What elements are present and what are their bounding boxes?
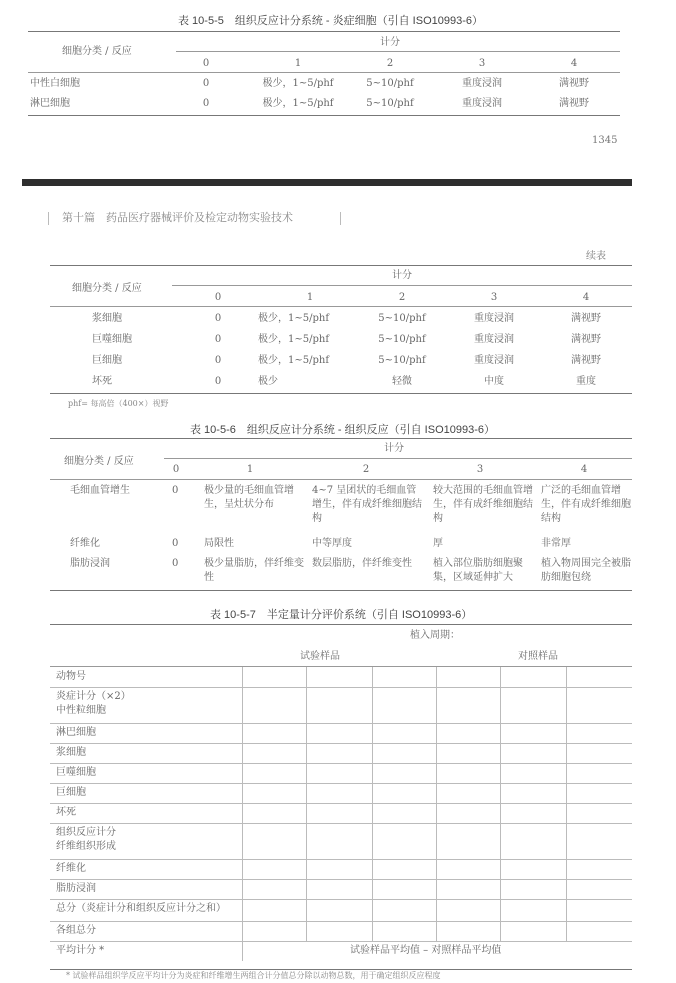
score-3: 3: [476, 464, 484, 475]
cell: 极少，1~5/phf: [262, 78, 334, 89]
cell: 重度浸润: [462, 98, 502, 109]
cell: 满视野: [559, 98, 589, 109]
rule: [50, 879, 632, 880]
table-5-caption: 表 10-5-5 组织反应计分系统 - 炎症细胞（引自 ISO10993-6）: [178, 15, 484, 27]
score-0: 0: [202, 58, 210, 69]
rule: [50, 823, 632, 824]
row-label: 淋巴细胞: [30, 98, 70, 109]
group-label: 计分: [380, 37, 400, 48]
rule: [50, 859, 632, 860]
row-label: 纤维化: [56, 863, 86, 874]
group-label: 计分: [392, 270, 412, 281]
cell: 局限性: [204, 538, 234, 549]
header-label: 细胞分类 / 反应: [64, 456, 134, 467]
score-1: 1: [306, 292, 314, 303]
score-3: 3: [478, 58, 486, 69]
table-6-caption: 表 10-5-6 组织反应计分系统 - 组织反应（引自 ISO10993-6）: [190, 424, 496, 436]
grid-column-rule: [500, 667, 501, 941]
rule: [50, 590, 632, 591]
score-4: 4: [570, 58, 578, 69]
row-label: 脂肪浸润: [56, 883, 96, 894]
rule: [50, 763, 632, 764]
rule: [50, 438, 632, 439]
header-bar-left: [48, 212, 49, 225]
rule: [50, 393, 632, 394]
score-4: 4: [580, 464, 588, 475]
cell: 重度: [576, 376, 596, 387]
cell: 0: [214, 313, 222, 324]
grid-column-rule: [242, 667, 243, 941]
rule: [50, 265, 632, 266]
header-label: 细胞分类 / 反应: [62, 46, 132, 57]
score-2: 2: [362, 464, 370, 475]
page-number: 1345: [592, 135, 618, 146]
cell: 5~10/phf: [366, 98, 414, 109]
rule: [50, 899, 632, 900]
rule: [50, 743, 632, 744]
cell: 0: [172, 538, 179, 549]
cell: 0: [214, 334, 222, 345]
cell: 0: [214, 376, 222, 387]
cell: 非常厚: [541, 538, 571, 549]
cell: 5~10/phf: [378, 334, 426, 345]
cell: 满视野: [571, 334, 601, 345]
cell: 中度: [484, 376, 504, 387]
row-label: 巨细胞: [56, 787, 86, 798]
footnote: phf= 每高倍（400×）视野: [68, 399, 169, 408]
rule: [50, 624, 632, 625]
cell: 广泛的毛细血管增生，伴有成纤维细胞结构: [541, 485, 631, 524]
score-1: 1: [246, 464, 254, 475]
row-label: 毛细血管增生: [70, 485, 130, 496]
rule: [50, 666, 632, 667]
rule: [172, 285, 632, 286]
running-header: 第十篇 药品医疗器械评价及检定动物实验技术: [62, 211, 293, 224]
cell: 重度浸润: [474, 313, 514, 324]
row-label: 巨噬细胞: [92, 334, 132, 345]
row-label: 浆细胞: [56, 747, 86, 758]
row-label: 淋巴细胞: [56, 727, 96, 738]
row-label: 组织反应计分 纤维组织形成: [56, 827, 116, 852]
continued-label: 续表: [586, 251, 606, 262]
rule: [50, 687, 632, 688]
cell: 重度浸润: [474, 334, 514, 345]
page-divider: [22, 179, 632, 186]
row-label: 各组总分: [56, 925, 96, 936]
cell: 轻微: [392, 376, 412, 387]
score-3: 3: [490, 292, 498, 303]
control-sample-label: 对照样品: [518, 651, 558, 662]
cell: 满视野: [571, 355, 601, 366]
row-label: 坏死: [56, 807, 76, 818]
group-label: 计分: [384, 443, 404, 454]
grid-column-rule: [242, 941, 243, 961]
grid-column-rule: [436, 667, 437, 941]
grid-column-rule: [306, 667, 307, 941]
rule: [28, 31, 620, 32]
cell: 重度浸润: [474, 355, 514, 366]
score-1: 1: [294, 58, 302, 69]
footnote: * 试验样品组织学反应平均计分为炎症和纤维增生两组合计分值总分除以动物总数，用于确定组织反应程度: [66, 971, 441, 980]
cell: 0: [214, 355, 222, 366]
cell: 0: [172, 485, 179, 496]
cell: 满视野: [571, 313, 601, 324]
rule: [50, 803, 632, 804]
cell: 5~10/phf: [378, 355, 426, 366]
header-bar-right: [340, 212, 341, 225]
cell: 中等厚度: [312, 538, 352, 549]
rule: [50, 921, 632, 922]
cell: 数层脂肪，伴纤维变性: [312, 558, 412, 569]
cell: 较大范围的毛细血管增生，伴有成纤维细胞结构: [433, 485, 533, 524]
rule: [28, 115, 620, 116]
rule: [50, 479, 632, 480]
score-4: 4: [582, 292, 590, 303]
score-0: 0: [214, 292, 222, 303]
cell: 极少量的毛细血管增生，呈灶状分布: [204, 485, 294, 510]
cell: 5~10/phf: [366, 78, 414, 89]
cell: 0: [202, 78, 210, 89]
cell: 极少: [258, 376, 278, 387]
row-label: 纤维化: [70, 538, 100, 549]
cell: 极少量脂肪，伴纤维变性: [204, 558, 304, 583]
rule: [164, 458, 632, 459]
row-label: 巨噬细胞: [56, 767, 96, 778]
cell: 0: [202, 98, 210, 109]
cell: 5~10/phf: [378, 313, 426, 324]
table-7-caption: 表 10-5-7 半定量计分评价系统（引自 ISO10993-6）: [210, 609, 473, 621]
row-label: 巨细胞: [92, 355, 122, 366]
cell: 极少，1~5/phf: [258, 355, 330, 366]
cell: 重度浸润: [462, 78, 502, 89]
score-2: 2: [386, 58, 394, 69]
row-label: 脂肪浸润: [70, 558, 110, 569]
cell: 植入部位脂肪细胞聚集，区域延伸扩大: [433, 558, 523, 583]
score-0: 0: [172, 464, 180, 475]
rule: [28, 72, 620, 73]
row-label: 炎症计分（×2） 中性粒细胞: [56, 691, 131, 716]
cell: 极少，1~5/phf: [258, 313, 330, 324]
cell: 4~7 呈团状的毛细血管增生，伴有成纤维细胞结构: [312, 485, 422, 524]
rule: [176, 51, 620, 52]
cell: 0: [172, 558, 179, 569]
row-label: 平均计分 *: [56, 945, 105, 956]
row-label: 总分（炎症计分和组织反应计分之和）: [56, 903, 226, 914]
test-sample-label: 试验样品: [300, 651, 340, 662]
rule: [50, 941, 632, 942]
implant-period: 植入周期：: [410, 630, 460, 641]
cell: 厚: [433, 538, 443, 549]
average-formula: 试验样品平均值 – 对照样品平均值: [350, 945, 502, 956]
cell: 极少，1~5/phf: [258, 334, 330, 345]
grid-column-rule: [372, 667, 373, 941]
rule: [50, 783, 632, 784]
row-label: 坏死: [92, 376, 112, 387]
score-2: 2: [398, 292, 406, 303]
rule: [50, 723, 632, 724]
cell: 极少，1~5/phf: [262, 98, 334, 109]
cell: 植入物周围完全被脂肪细胞包绕: [541, 558, 631, 583]
row-label: 中性白细胞: [30, 78, 80, 89]
header-label: 细胞分类 / 反应: [72, 283, 142, 294]
grid-column-rule: [566, 667, 567, 941]
cell: 满视野: [559, 78, 589, 89]
row-label: 浆细胞: [92, 313, 122, 324]
row-label: 动物号: [56, 671, 86, 682]
rule: [50, 306, 632, 307]
